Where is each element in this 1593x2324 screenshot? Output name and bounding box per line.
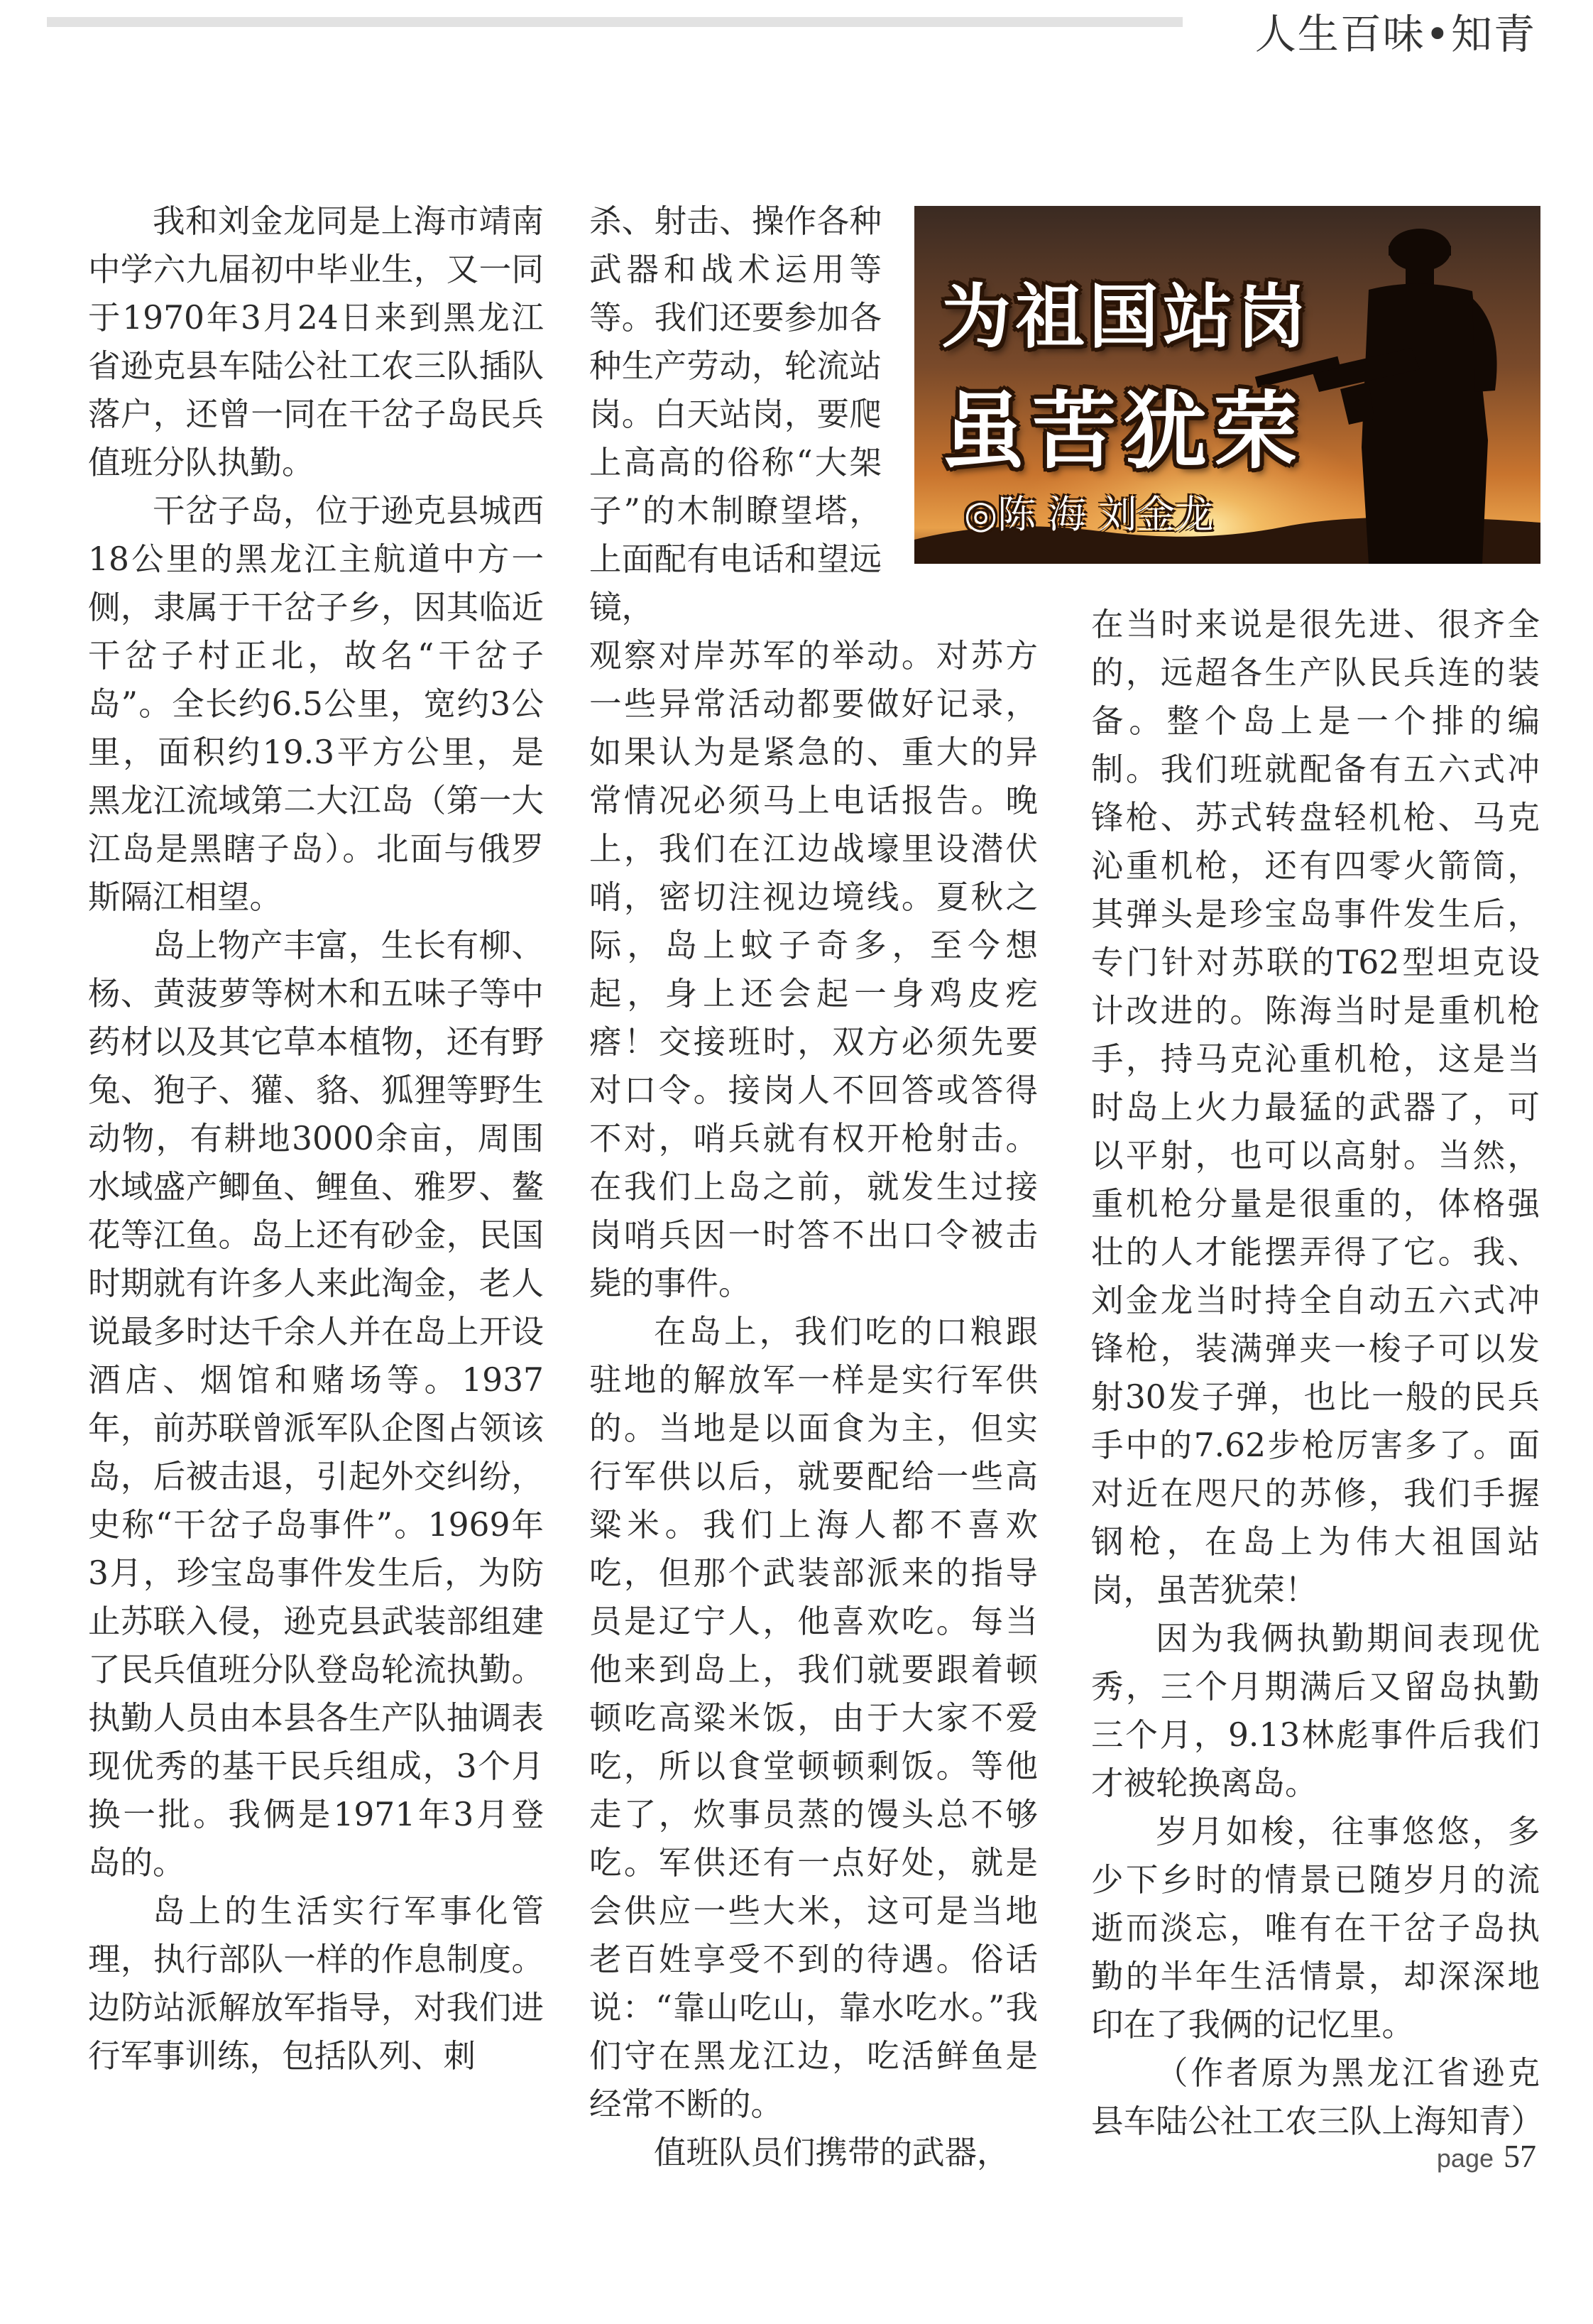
paragraph-continued: 观察对岸苏军的举动。对苏方一些异常活动都要做好记录，如果认为是紧急的、重大的异常情况必须马上电话报告。晚上，我们在江边战壕里设潜伏哨，密切注视边境线。夏秋之际，岛上蚊子奇多，至今想起，身上还会起一身鸡皮疙瘩！交接班时，双方必须先要对口令。接岗人不回答或答得不对，哨兵就有权开枪射击。在我们上岛之前，就发生过接岗哨兵因一时答不出口令被击毙的事件。 [589, 637, 1038, 1302]
author-note: （作者原为黑龙江省逊克县车陆公社工农三队上海知青） [1091, 2054, 1544, 2140]
paragraph-continued: 杀、射击、操作各种武器和战术运用等等。我们还要参加各种生产劳动，轮流站岗。白天站岗，要爬上高高的俗称“大架子”的木制瞭望塔，上面配有电话和望远镜， [589, 202, 882, 626]
paragraph: 在岛上，我们吃的口粮跟驻地的解放军一样是实行军供的。当地是以面食为主，但实行军供以后，就要配给一些高粱米。我们上海人都不喜欢吃，但那个武装部派来的指导员是辽宁人，他喜欢吃。每当他来到岛上，我们就要跟着顿顿吃高粱米饭，由于大家不爱吃，所以食堂顿顿剩饭。等他走了，炊事员蒸的馒头总不够吃。军供还有一点好处，就是会供应一些大米，这可是当地老百姓享受不到的待遇。俗话说：“靠山吃山，靠水吃水。”我们守在黑龙江边，吃活鲜鱼是经常不断的。 [589, 1313, 1038, 2123]
paragraph: 岛上的生活实行军事化管理，执行部队一样的作息制度。边防站派解放军指导，对我们进行军事训练，包括队列、刺 [88, 1892, 544, 2075]
article-column-2-bottom [589, 632, 1038, 2177]
page-label: page [1436, 2144, 1494, 2173]
paragraph: 值班队员们携带的武器， [654, 2134, 1009, 2171]
title-image [914, 206, 1540, 564]
paragraph: 岛上物产丰富，生长有柳、杨、黄菠萝等树木和五味子等中药材以及其它草本植物，还有野兔、狍子、獾、貉、狐狸等野生动物，有耕地3000余亩，周围水域盛产鲫鱼、鲤鱼、雅罗、鳌花等江鱼。岛上还有砂金，民国时期就有许多人来此淘金，老人说最多时达千余人并在岛上开设酒店、烟馆和赌场等。1937年，前苏联曾派军队企图占领该岛，后被击退，引起外交纠纷，史称“干岔子岛事件”。1969年3月，珍宝岛事件发生后，为防止苏联入侵，逊克县武装部组建了民兵值班分队登岛轮流执勤。执勤人员由本县各生产队抽调表现优秀的基干民兵组成，3个月换一批。我俩是1971年3月登岛的。 [88, 927, 544, 1882]
article-column-1 [88, 197, 544, 2080]
article-column-3 [1091, 601, 1544, 2146]
headline-line-2: 虽苦犹荣 [941, 382, 1305, 480]
article-column-2-top [589, 197, 882, 632]
paragraph: 干岔子岛，位于逊克县城西18公里的黑龙江主航道中方一侧，隶属于干岔子乡，因其临近干岔子村正北，故名“干岔子岛”。全长约6.5公里，宽约3公里，面积约19.3平方公里，是黑龙江流域第二大江岛（第一大江岛是黑瞎子岛）。北面与俄罗斯隔江相望。 [88, 492, 544, 916]
section-label: 人生百味•知青 [1254, 10, 1536, 58]
paragraph-continued: 在当时来说是很先进、很齐全的，远超各生产队民兵连的装备。整个岛上是一个排的编制。我们班就配备有五六式冲锋枪、苏式转盘轻机枪、马克沁重机枪，还有四零火箭筒，其弹头是珍宝岛事件发生后，专门针对苏联的T62型坦克设计改进的。陈海当时是重机枪手，持马克沁重机枪，这是当时岛上火力最猛的武器了，可以平射，也可以高射。当然，重机枪分量是很重的，体格强壮的人才能摆弄得了它。我、刘金龙当时持全自动五六式冲锋枪，装满弹夹一梭子可以发射30发子弹，也比一般的民兵手中的7.62步枪厉害多了。面对近在咫尺的苏修，我们手握钢枪，在岛上为伟大祖国站岗，虽苦犹荣！ [1091, 606, 1540, 1609]
byline: ◎陈 海 刘金龙 [964, 492, 1214, 537]
paragraph: 因为我俩执勤期间表现优秀，三个月期满后又留岛执勤三个月，9.13林彪事件后我们才被轮换离岛。 [1091, 1620, 1540, 1802]
headline-line-1: 为祖国站岗 [941, 277, 1311, 358]
paragraph: 我和刘金龙同是上海市靖南中学六九届初中毕业生，又一同于1970年3月24日来到黑龙江省逊克县车陆公社工农三队插队落户，还曾一同在干岔子岛民兵值班分队执勤。 [88, 202, 544, 481]
page-number [1437, 2137, 1536, 2175]
header-rule [47, 17, 1183, 27]
page-number-value: 57 [1504, 2138, 1536, 2174]
paragraph: 岁月如梭，往事悠悠，多少下乡时的情景已随岁月的流逝而淡忘，唯有在干岔子岛执勤的半年生活情景，却深深地印在了我俩的记忆里。 [1091, 1813, 1540, 2044]
